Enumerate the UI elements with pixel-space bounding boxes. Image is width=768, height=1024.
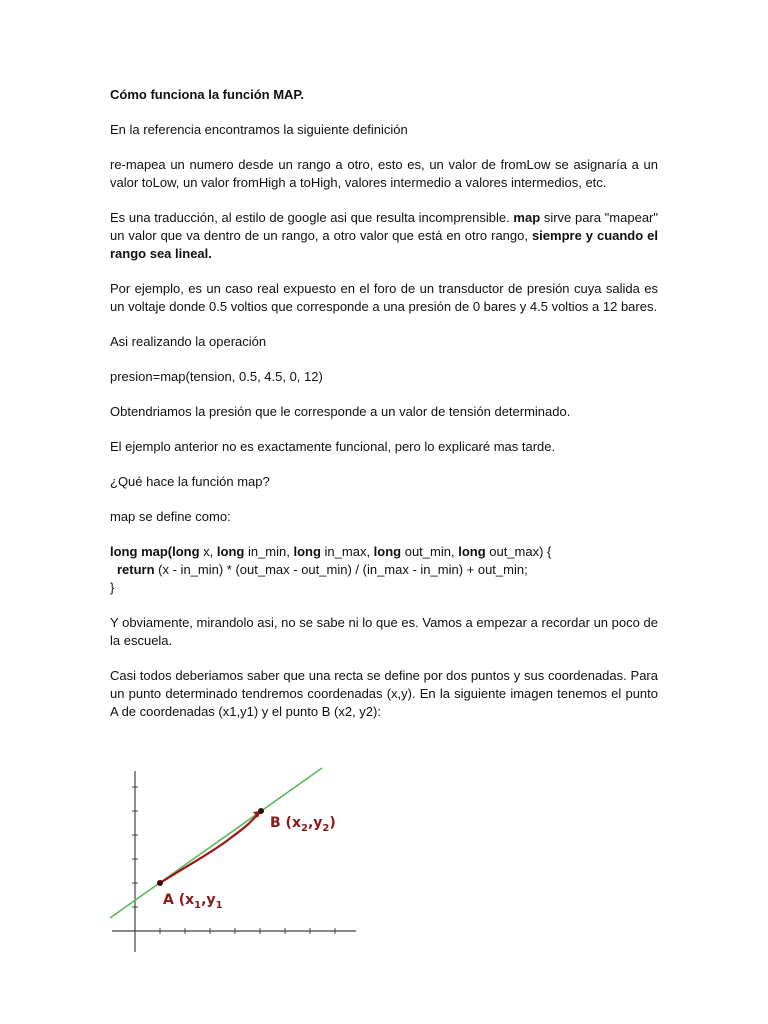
paragraph-example: Por ejemplo, es un caso real expuesto en el foro de un transductor de presión cuya salida es un voltaje donde 0.5 voltios que corresponde a una presión de 0 bares y 4.5 voltios a 12 bares. xyxy=(110,281,658,314)
code-keyword: long xyxy=(458,544,486,559)
paragraph-result: Obtendriamos la presión que le corresponde a un valor de tensión determinado. xyxy=(110,404,571,419)
straight-line xyxy=(110,768,322,918)
paragraph-defined-as: map se define como: xyxy=(110,509,231,524)
code-keyword: map(long xyxy=(141,544,200,559)
paragraph-formula: presion=map(tension, 0.5, 4.5, 0, 12) xyxy=(110,369,323,384)
paragraph-line-points: Casi todos deberiamos saber que una recta se define por dos puntos y sus coordenadas. Para un punto determinado tendremos coordenadas (x,y). En la siguiente imagen tenemos el punto A de coordenadas (x1,y1) y el punto B (x2, y2): xyxy=(110,668,658,719)
code-text: (x - in_min) * (out_max - out_min) / (in_max - in_min) + out_min; xyxy=(154,562,528,577)
figure-canvas xyxy=(108,765,360,957)
code-text: in_min, xyxy=(244,544,294,559)
code-line-2 xyxy=(110,561,658,579)
code-text: out_min, xyxy=(401,544,459,559)
point-b xyxy=(258,808,264,814)
paragraph-operation: Asi realizando la operación xyxy=(110,334,267,349)
code-block xyxy=(110,543,658,597)
code-text: out_max) { xyxy=(485,544,552,559)
translation-linear-condition: siempre y cuando el rango sea lineal. xyxy=(110,228,658,261)
code-line-1 xyxy=(110,543,658,561)
point-a xyxy=(157,880,163,886)
line-points-figure xyxy=(108,765,360,957)
code-keyword: long xyxy=(293,544,321,559)
label-point-a: A ($x_1,y_1$ xyxy=(163,892,223,911)
translation-map-keyword: map xyxy=(513,210,541,225)
paragraph-note: El ejemplo anterior no es exactamente funcional, pero lo explicaré mas tarde. xyxy=(110,439,556,454)
translation-text-c: sirve para "mapear" un valor que va dentro de un rango, a otro valor que está en otro rango, xyxy=(110,210,658,243)
code-text: in_max, xyxy=(320,544,374,559)
code-line-3: } xyxy=(110,580,115,595)
code-keyword: long xyxy=(216,544,245,559)
paragraph-reference: En la referencia encontramos la siguiente definición xyxy=(110,122,408,137)
paragraph-translation xyxy=(110,209,658,263)
code-keyword: return xyxy=(117,562,155,577)
paragraph-school: Y obviamente, mirandolo asi, no se sabe ni lo que es. Vamos a empezar a recordar un poco de la escuela. xyxy=(110,615,658,648)
paragraph-definition: re-mapea un numero desde un rango a otro, esto es, un valor de fromLow se asignaría a un valor toLow, un valor fromHigh a toHigh, valores intermedio a valores intermedios, etc. xyxy=(110,157,658,190)
code-keyword: long xyxy=(110,544,138,559)
translation-text-a: Es una traducción, al estilo de google asi que resulta incomprensible. xyxy=(110,210,514,225)
document-title: Cómo funciona la función MAP. xyxy=(110,87,305,102)
paragraph-question: ¿Qué hace la función map? xyxy=(110,474,270,489)
label-point-b: B $(x_2,y_2)$ xyxy=(270,815,336,834)
code-keyword: long xyxy=(373,544,402,559)
document-body xyxy=(110,86,658,721)
code-text: x, xyxy=(199,544,217,559)
